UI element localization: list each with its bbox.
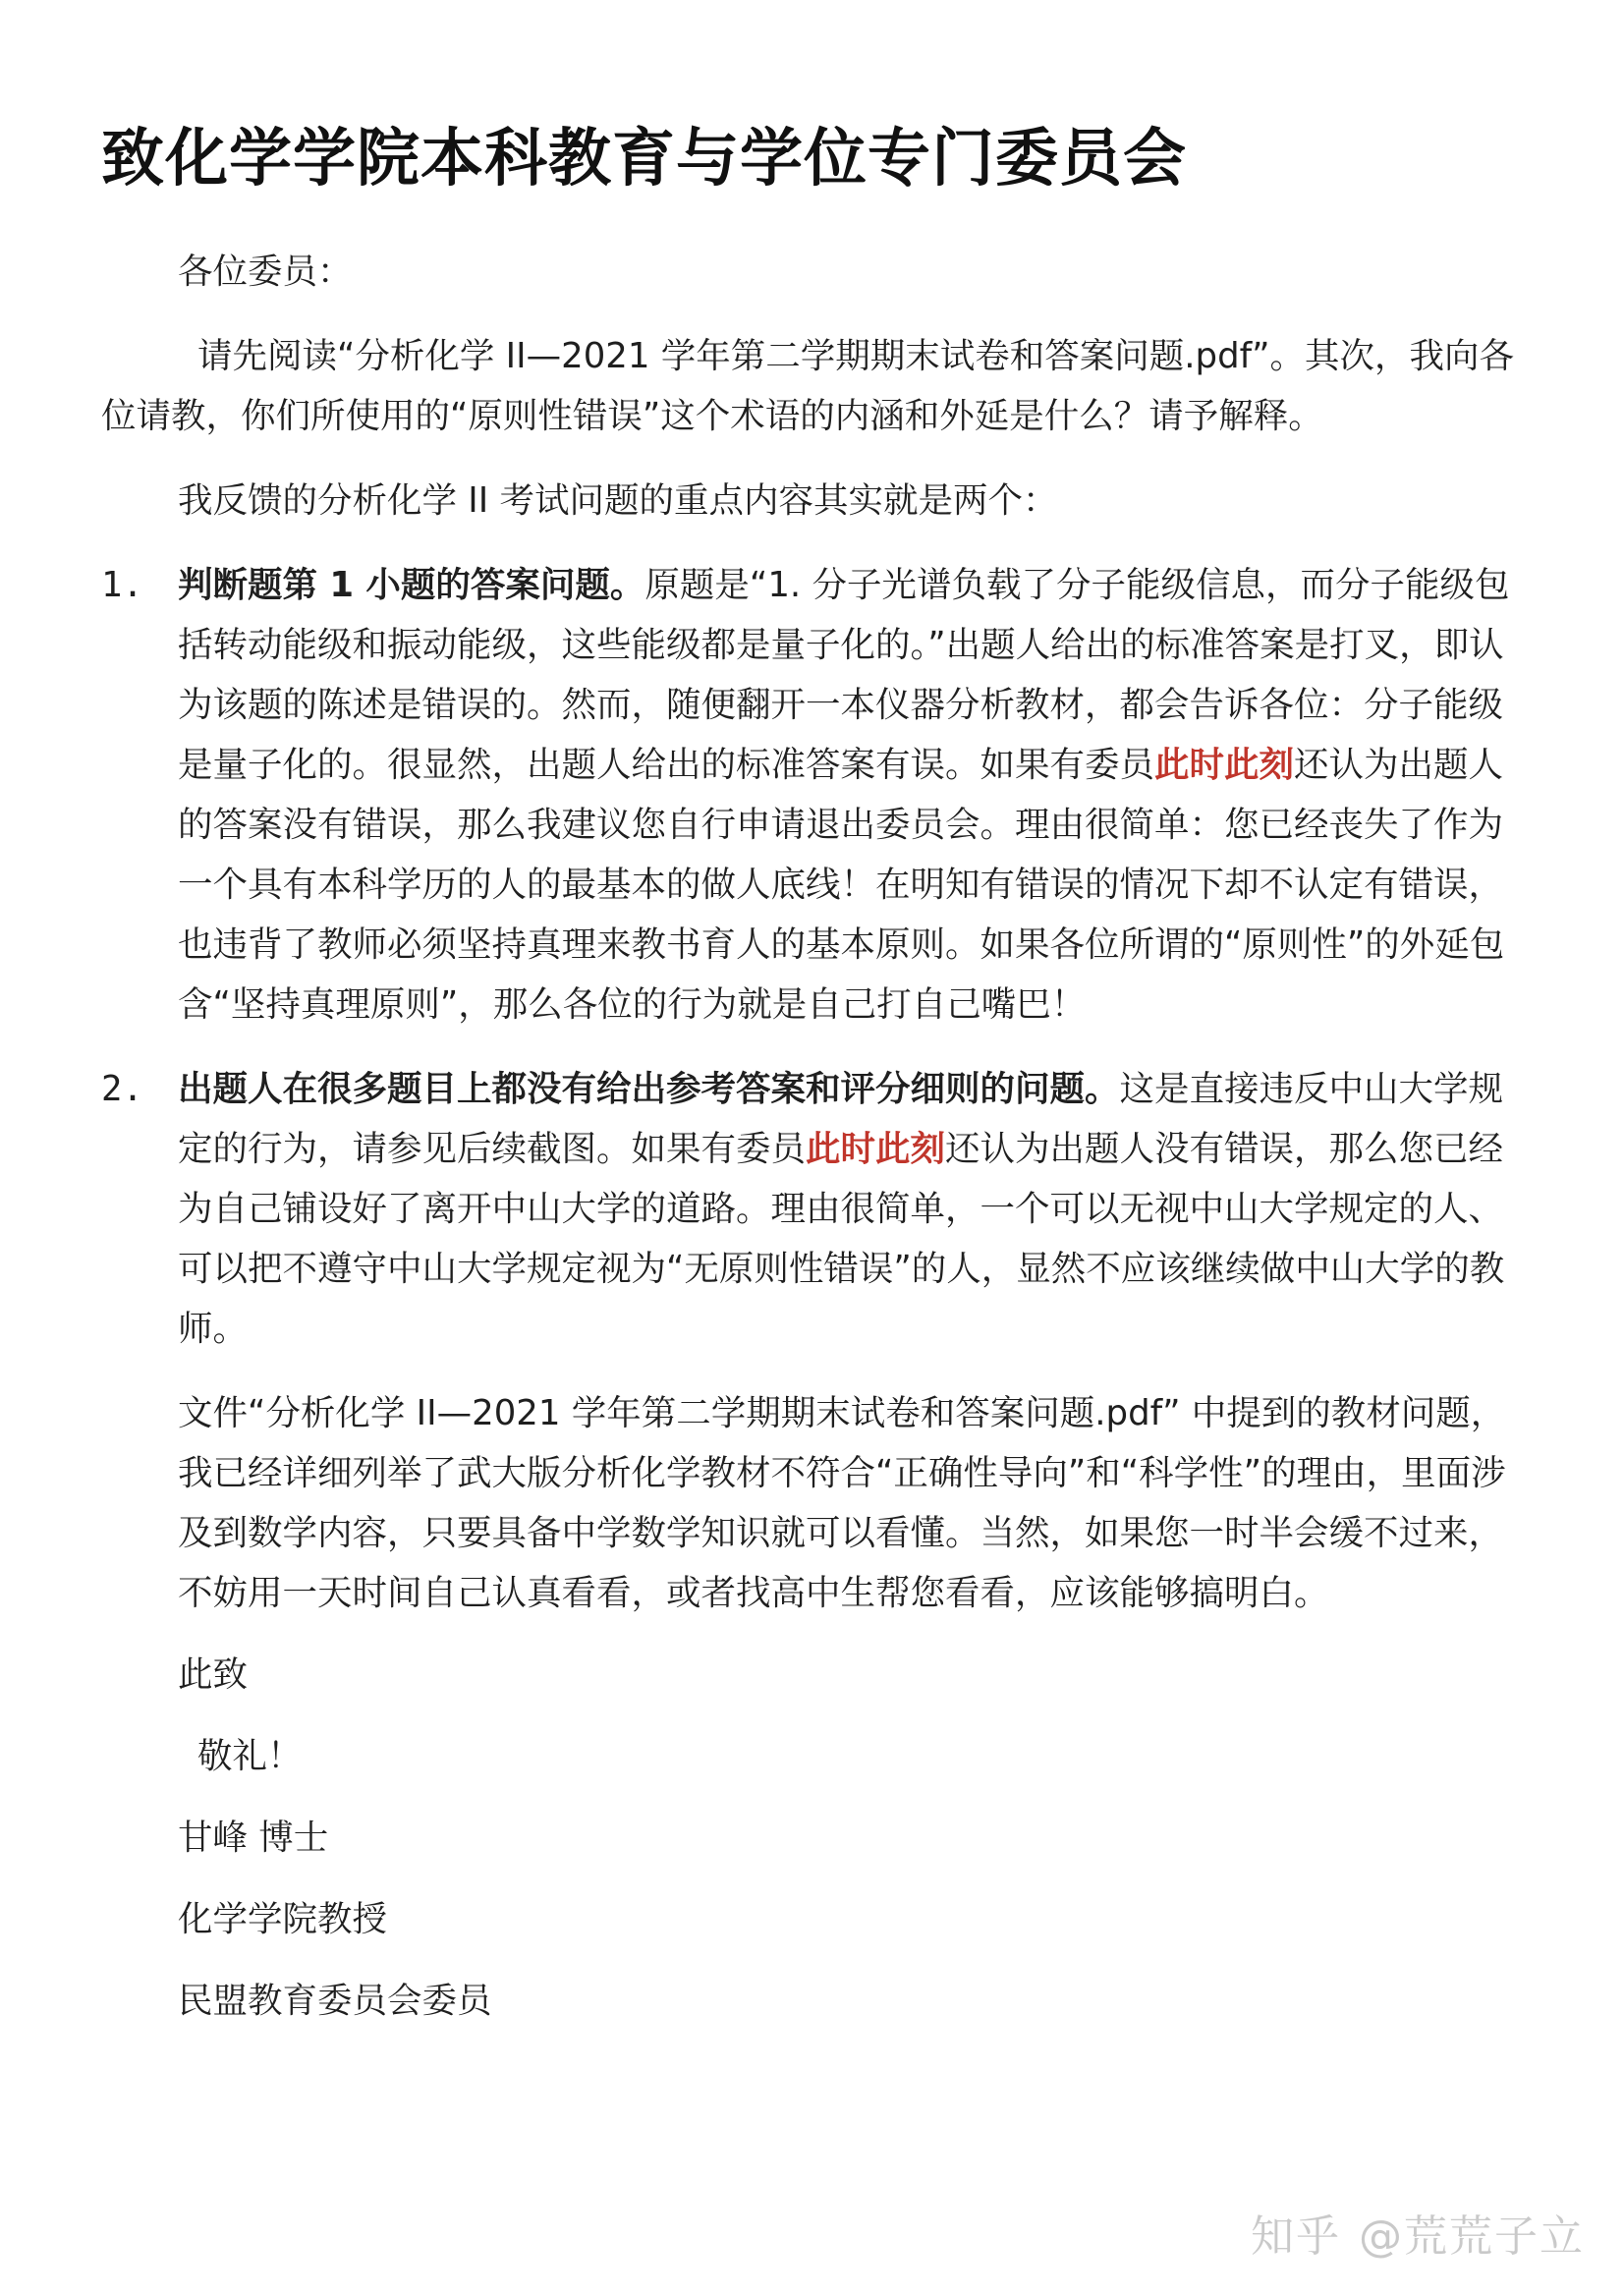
document-title: 致化学学院本科教育与学位专门委员会 [101, 123, 1187, 196]
list-number-1: 1. [101, 565, 143, 605]
list-item-2-highlight: 此时此刻 [806, 1129, 946, 1169]
list-number-2: 2. [101, 1069, 143, 1109]
list-item-2-heading: 出题人在很多题目上都没有给出参考答案和评分细则的问题。 [178, 1069, 1120, 1109]
list-item-1-heading: 判断题第 1 小题的答案问题。 [178, 565, 645, 605]
watermark-user: @荒荒子立 [1359, 2211, 1585, 2262]
salutation: 各位委员： [178, 252, 353, 292]
list-item-1-text-b: 还认为出题人的答案没有错误，那么我建议您自行申请退出委员会。理由很简单：您已经丧失了作为一个具有本科学历的人的最基本的做人底线！在明知有错误的情况下却不认定有错误，也违背了教师必须坚持真理来教书育人的基本原则。如果各位所谓的“原则性”的外延包含“坚持真理原则”，那么各位的行为就是自己打自己嘴巴！ [178, 745, 1505, 1025]
document-body [101, 242, 1536, 2031]
list-item-1 [101, 555, 1536, 1035]
signature-name: 甘峰 博士 [178, 1818, 329, 1858]
signature-position-2: 民盟教育委员会委员 [178, 1981, 492, 2021]
closing-line-2: 敬礼！ [197, 1736, 303, 1776]
paragraph-intro: 请先阅读“分析化学 II—2021 学年第二学期期末试卷和答案问题.pdf”。其次，我向各位请教，你们所使用的“原则性错误”这个术语的内涵和外延是什么？请予解释。 [101, 336, 1514, 436]
paragraph-summary: 我反馈的分析化学 II 考试问题的重点内容其实就是两个： [178, 480, 1058, 521]
list-item-2-text-b: 还认为出题人没有错误，那么您已经为自己铺设好了离开中山大学的道路。理由很简单，一个可以无视中山大学规定的人、可以把不遵守中山大学规定视为“无原则性错误”的人，显然不应该继续做中山大学的教师。 [178, 1129, 1505, 1349]
list-item-2 [101, 1059, 1536, 1359]
list-item-1-highlight: 此时此刻 [1154, 745, 1295, 785]
watermark [1251, 2201, 1585, 2264]
list-item-2-text-a: 这是直接违反中山大学规定的行为，请参见后续截图。如果有委员 [178, 1069, 1504, 1169]
closing-line-1: 此致 [178, 1654, 249, 1695]
signature-position-1: 化学学院教授 [178, 1899, 388, 1939]
list-item-1-text-a: 原题是“1. 分子光谱负载了分子能级信息，而分子能级包括转动能级和振动能级，这些能级都是量子化的。”出题人给出的标准答案是打叉，即认为该题的陈述是错误的。然而，随便翻开一本仪器分析教材，都会告诉各位：分子能级是量子化的。很显然，出题人给出的标准答案有误。如果有委员 [178, 565, 1510, 785]
watermark-site: 知乎 [1251, 2211, 1341, 2262]
paragraph-textbook: 文件“分析化学 II—2021 学年第二学期期末试卷和答案问题.pdf” 中提到的教材问题，我已经详细列举了武大版分析化学教材不符合“正确性导向”和“科学性”的理由，里面涉及到数学内容，只要具备中学数学知识就可以看懂。当然，如果您一时半会缓不过来，不妨用一天时间自己认真看看，或者找高中生帮您看看，应该能够搞明白。 [178, 1393, 1506, 1613]
